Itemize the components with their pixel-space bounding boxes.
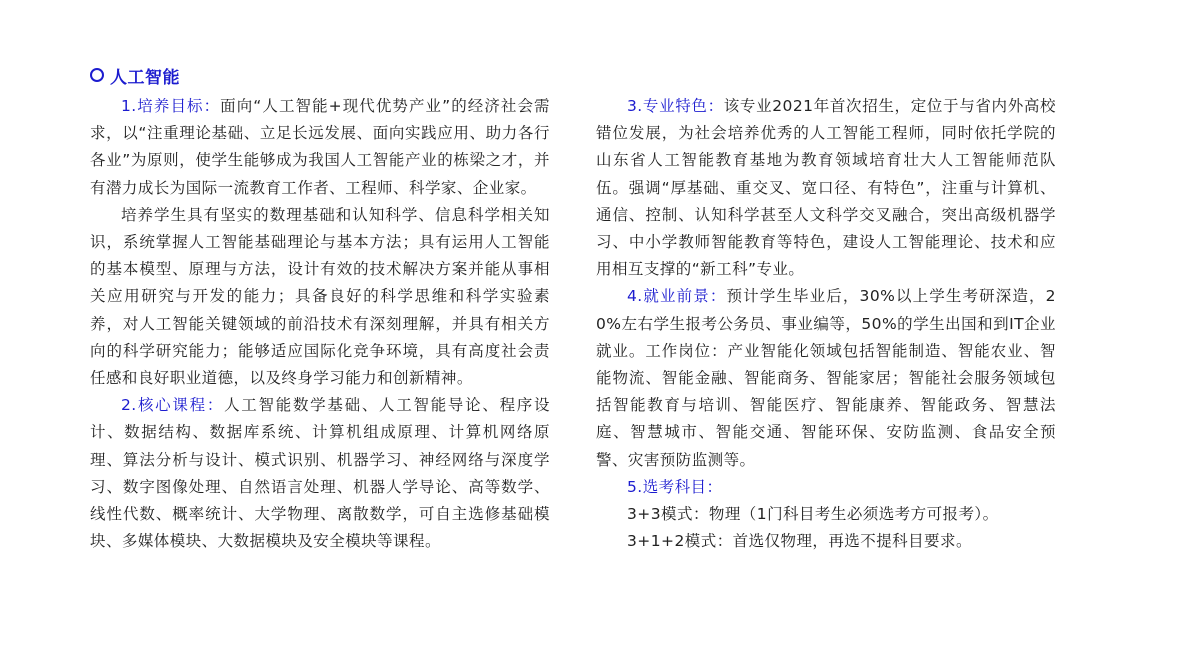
training-goal-label: 1.培养目标： (121, 97, 221, 115)
core-courses-text: 人工智能数学基础、人工智能导论、程序设计、数据结构、数据库系统、计算机组成原理、计算机网络原理、算法分析与设计、模式识别、机器学习、神经网络与深度学习、数字图像处理、自然语言处理、机器人学导论、高等数学、线性代数、概率统计、大学物理、离散数学，可自主选修基础模块、多媒体模块、大数据模块及安全模块等课程。 (90, 396, 550, 551)
features-text: 该专业2021年首次招生，定位于与省内外高校错位发展，为社会培养优秀的人工智能工程师，同时依托学院的山东省人工智能教育基地为教育领域培育壮大人工智能师范队伍。强调“厚基础、重交叉、宽口径、有特色”，注重与计算机、通信、控制、认知科学甚至人文科学交叉融合，突出高级机器学习、中小学教师智能教育等特色，建设人工智能理论、技术和应用相互支撑的“新工科”专业。 (596, 97, 1056, 279)
section-title: 人工智能 (110, 67, 180, 88)
section-heading (90, 62, 180, 88)
circle-outline-icon (90, 68, 104, 82)
employment-paragraph (596, 283, 1056, 473)
employment-text: 预计学生毕业后，30%以上学生考研深造，20%左右学生报考公务员、事业编等，50%的学生出国和到IT企业就业。工作岗位：产业智能化领域包括智能制造、智能农业、智能物流、智能金融、智能商务、智能家居；智能社会服务领域包括智能教育与培训、智能医疗、智能康养、智能政务、智慧法庭、智慧城市、智能交通、智能环保、安防监测、食品安全预警、灾害预防监测等。 (596, 287, 1056, 469)
subjects-heading (596, 474, 1056, 501)
subjects-label: 5.选考科目： (627, 477, 723, 496)
right-column (596, 93, 1056, 555)
features-label: 3.专业特色： (627, 97, 724, 115)
employment-label: 4.就业前景： (627, 287, 727, 306)
training-detail-paragraph: 培养学生具有坚实的数理基础和认知科学、信息科学相关知识，系统掌握人工智能基础理论与基本方法；具有运用人工智能的基本模型、原理与方法，设计有效的技术解决方案并能从事相关应用研究与开发的能力；具备良好的科学思维和科学实验素养，对人工智能关键领域的前沿技术有深刻理解，并具有相关方向的科学研究能力；能够适应国际化竞争环境，具有高度社会责任感和良好职业道德，以及终身学习能力和创新精神。 (90, 205, 550, 388)
features-paragraph (596, 93, 1056, 283)
training-goal-paragraph (90, 93, 550, 202)
core-courses-label: 2.核心课程： (121, 396, 225, 415)
subjects-line-1: 3+3模式：物理（1门科目考生必须选考方可报考）。 (627, 505, 999, 524)
subjects-line-2: 3+1+2模式：首选仅物理，再选不提科目要求。 (627, 532, 972, 551)
core-courses-paragraph (90, 392, 550, 555)
training-goal-text: 面向“人工智能+现代优势产业”的经济社会需求，以“注重理论基础、立足长远发展、面向实践应用、助力各行各业”为原则，使学生能够成为我国人工智能产业的栋梁之才，并有潜力成长为国际一流教育工作者、工程师、科学家、企业家。 (90, 97, 550, 197)
left-column (90, 93, 550, 555)
